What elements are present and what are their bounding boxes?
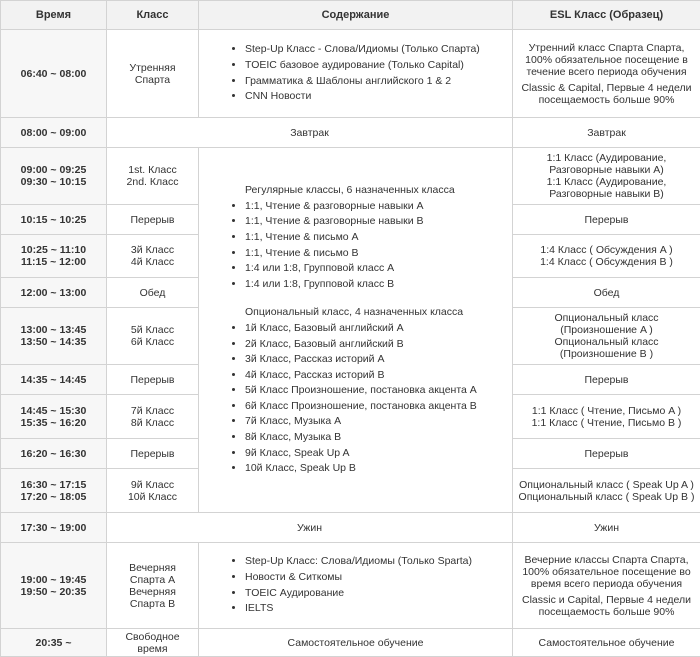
list-item: • 10й Класс, Speak Up B (245, 461, 508, 477)
list-item: • 9й Класс, Speak Up A (245, 446, 508, 462)
class-text: Свободное (125, 630, 180, 643)
list-item: • 1:1, Чтение & разговорные навыки A (245, 199, 508, 215)
list-item: • 1:1, Чтение & письмо A (245, 230, 508, 246)
list-item: • 1:4 или 1:8, Групповой класс B (245, 277, 508, 293)
esl-cell (513, 395, 700, 439)
list-item: • 8й Класс, Музыка B (245, 430, 508, 446)
esl-text: 1:1 Класс ( Чтение, Письмо A ) (531, 404, 682, 417)
esl-text: 1:4 Класс ( Обсуждения A ) (540, 244, 673, 256)
merged-cell: Завтрак (107, 118, 513, 148)
time-text: 11:15 ~ 12:00 (20, 256, 87, 268)
table-row (1, 543, 700, 629)
esl-text: 1:1 Класс (Аудирование, Разговорные навыки A) (546, 152, 667, 176)
time-cell (1, 469, 107, 513)
time-cell (1, 205, 107, 235)
class-text: Спарта (134, 73, 171, 86)
time-text: 19:00 ~ 19:45 (20, 573, 87, 586)
merged-cell: Ужин (107, 513, 513, 543)
esl-cell (513, 235, 700, 278)
class-cell (107, 30, 199, 118)
time-text: 15:35 ~ 16:20 (20, 416, 87, 429)
time-text: 12:00 ~ 13:00 (20, 286, 87, 299)
time-text: 19:50 ~ 20:35 (20, 585, 87, 598)
class-text: 7й Класс (130, 404, 175, 417)
content-cell-regular-optional (199, 148, 513, 513)
list-item: • 7й Класс, Музыка A (245, 414, 508, 430)
table-row (1, 513, 700, 543)
content-cell (199, 543, 513, 629)
class-text: время (137, 642, 168, 655)
class-text: 2nd. Класс (126, 176, 179, 188)
class-cell (107, 395, 199, 439)
esl-text: Classic & Capital, Первые 4 недели посещаемость больше 90% (521, 81, 692, 106)
esl-cell: Перерыв (513, 439, 700, 469)
esl-cell (513, 308, 700, 365)
list-item: • 1й Класс, Базовый английский A (245, 321, 508, 337)
list-item: • IELTS (245, 601, 508, 617)
esl-text: Вечерние классы Спарта Спарта, 100% обязательное посещение во время всего периода обучения (522, 553, 691, 590)
time-cell (1, 543, 107, 629)
time-cell (1, 30, 107, 118)
class-cell: Перерыв (107, 205, 199, 235)
class-text: Утренняя (129, 61, 176, 74)
list-item: • TOEIC Аудирование (245, 586, 508, 602)
esl-cell: Перерыв (513, 365, 700, 395)
class-cell (107, 469, 199, 513)
header-content: Содержание (199, 1, 513, 30)
list-item: • 6й Класс Произношение, постановка акцента B (245, 399, 508, 415)
class-cell (107, 308, 199, 365)
list-item: • Новости & Ситкомы (245, 570, 508, 586)
list-item: • 1:1, Чтение & письмо B (245, 246, 508, 262)
class-cell (107, 629, 199, 657)
time-cell (1, 278, 107, 308)
esl-text: Опциональный класс ( Speak Up A ) (519, 478, 694, 491)
time-text: 10:15 ~ 10:25 (20, 213, 87, 226)
time-text: 09:00 ~ 09:25 (20, 164, 87, 176)
class-cell (107, 235, 199, 278)
time-text: 16:20 ~ 16:30 (20, 447, 87, 460)
esl-cell: Перерыв (513, 205, 700, 235)
content-list (203, 554, 508, 616)
class-cell: Перерыв (107, 439, 199, 469)
time-text: 10:25 ~ 11:10 (20, 244, 87, 256)
class-text: 3й Класс (130, 244, 175, 256)
content-cell: Самостоятельное обучение (199, 629, 513, 657)
list-item: • 4й Класс, Рассказ историй B (245, 368, 508, 384)
list-item: • CNN Новости (245, 89, 508, 105)
esl-text: Опциональный класс (Произношение B ) (554, 336, 659, 360)
class-text: 6й Класс (130, 336, 175, 348)
list-item: • 2й Класс, Базовый английский B (245, 337, 508, 353)
time-text: 13:50 ~ 14:35 (20, 336, 87, 348)
class-text: 8й Класс (130, 416, 175, 429)
table-row (1, 30, 700, 118)
time-cell (1, 235, 107, 278)
class-text: 1st. Класс (128, 164, 177, 176)
time-text: 20:35 ~ (35, 636, 72, 649)
time-text: 09:30 ~ 10:15 (20, 176, 87, 188)
esl-text: Classic и Capital, Первые 4 недели посещаемость больше 90% (522, 593, 691, 618)
class-text: Вечерняя (129, 585, 176, 598)
time-text: 14:45 ~ 15:30 (20, 404, 87, 417)
esl-text: Утренний класс Спарта Спарта, 100% обязательное посещение в течение всего периода обучения (525, 41, 688, 78)
list-item: • Step-Up Класс: Слова/Идиомы (Только Sparta) (245, 554, 508, 570)
list-item: • Грамматика & Шаблоны английского 1 & 2 (245, 74, 508, 90)
time-cell (1, 395, 107, 439)
list-item: • TOEIC базовое аудирование (Только Capital) (245, 58, 508, 74)
list-item: • 1:1, Чтение & разговорные навыки B (245, 214, 508, 230)
time-cell (1, 148, 107, 205)
class-text: 4й Класс (130, 256, 175, 268)
esl-text: 1:4 Класс ( Обсуждения B ) (540, 256, 673, 268)
class-cell: Обед (107, 278, 199, 308)
time-text: 14:35 ~ 14:45 (20, 373, 87, 386)
esl-cell (513, 469, 700, 513)
table-row (1, 148, 700, 205)
list-item: • 1:4 или 1:8, Групповой класс A (245, 261, 508, 277)
class-text: Вечерняя (129, 561, 176, 574)
esl-cell: Самостоятельное обучение (513, 629, 700, 657)
class-text: 9й Класс (130, 478, 175, 491)
class-text: Спарта A (129, 573, 176, 586)
list-item: • 5й Класс Произношение, постановка акцента A (245, 383, 508, 399)
time-cell (1, 629, 107, 657)
list-item: • Step-Up Класс - Слова/Идиомы (Только Спарта) (245, 42, 508, 58)
esl-text: 1:1 Класс ( Чтение, Письмо B ) (531, 416, 682, 429)
class-cell (107, 148, 199, 205)
time-cell (1, 513, 107, 543)
class-text: 10й Класс (127, 490, 178, 503)
optional-list (203, 321, 508, 477)
class-cell (107, 543, 199, 629)
optional-title: Опциональный класс, 4 назначенных класса (245, 306, 464, 319)
esl-cell: Ужин (513, 513, 700, 543)
header-time: Время (1, 1, 107, 30)
esl-cell (513, 30, 700, 118)
time-text: 08:00 ~ 09:00 (20, 126, 87, 139)
time-cell (1, 118, 107, 148)
esl-cell: Завтрак (513, 118, 700, 148)
regular-list (203, 199, 508, 293)
time-cell (1, 365, 107, 395)
time-cell (1, 439, 107, 469)
esl-text: Опциональный класс ( Speak Up B ) (518, 490, 695, 503)
table-row (1, 629, 700, 657)
time-cell (1, 308, 107, 365)
content-cell (199, 30, 513, 118)
esl-cell: Обед (513, 278, 700, 308)
class-text: Спарта B (129, 597, 176, 610)
esl-text: Опциональный класс (Произношение A ) (554, 312, 659, 336)
esl-cell (513, 543, 700, 629)
header-class: Класс (107, 1, 199, 30)
esl-cell (513, 148, 700, 205)
header-esl: ESL Класс (Образец) (513, 1, 700, 30)
time-text: 17:20 ~ 18:05 (20, 490, 87, 503)
table-row (1, 118, 700, 148)
time-text: 06:40 ~ 08:00 (20, 67, 87, 80)
time-text: 16:30 ~ 17:15 (20, 478, 87, 491)
time-text: 13:00 ~ 13:45 (20, 324, 87, 336)
time-text: 17:30 ~ 19:00 (20, 521, 87, 534)
class-text: 5й Класс (130, 324, 175, 336)
header-row (1, 1, 700, 30)
regular-title: Регулярные классы, 6 назначенных класса (245, 184, 455, 197)
content-list (203, 42, 508, 104)
class-cell: Перерыв (107, 365, 199, 395)
esl-text: 1:1 Класс (Аудирование, Разговорные навыки B) (546, 176, 667, 200)
list-item: • 3й Класс, Рассказ историй A (245, 352, 508, 368)
